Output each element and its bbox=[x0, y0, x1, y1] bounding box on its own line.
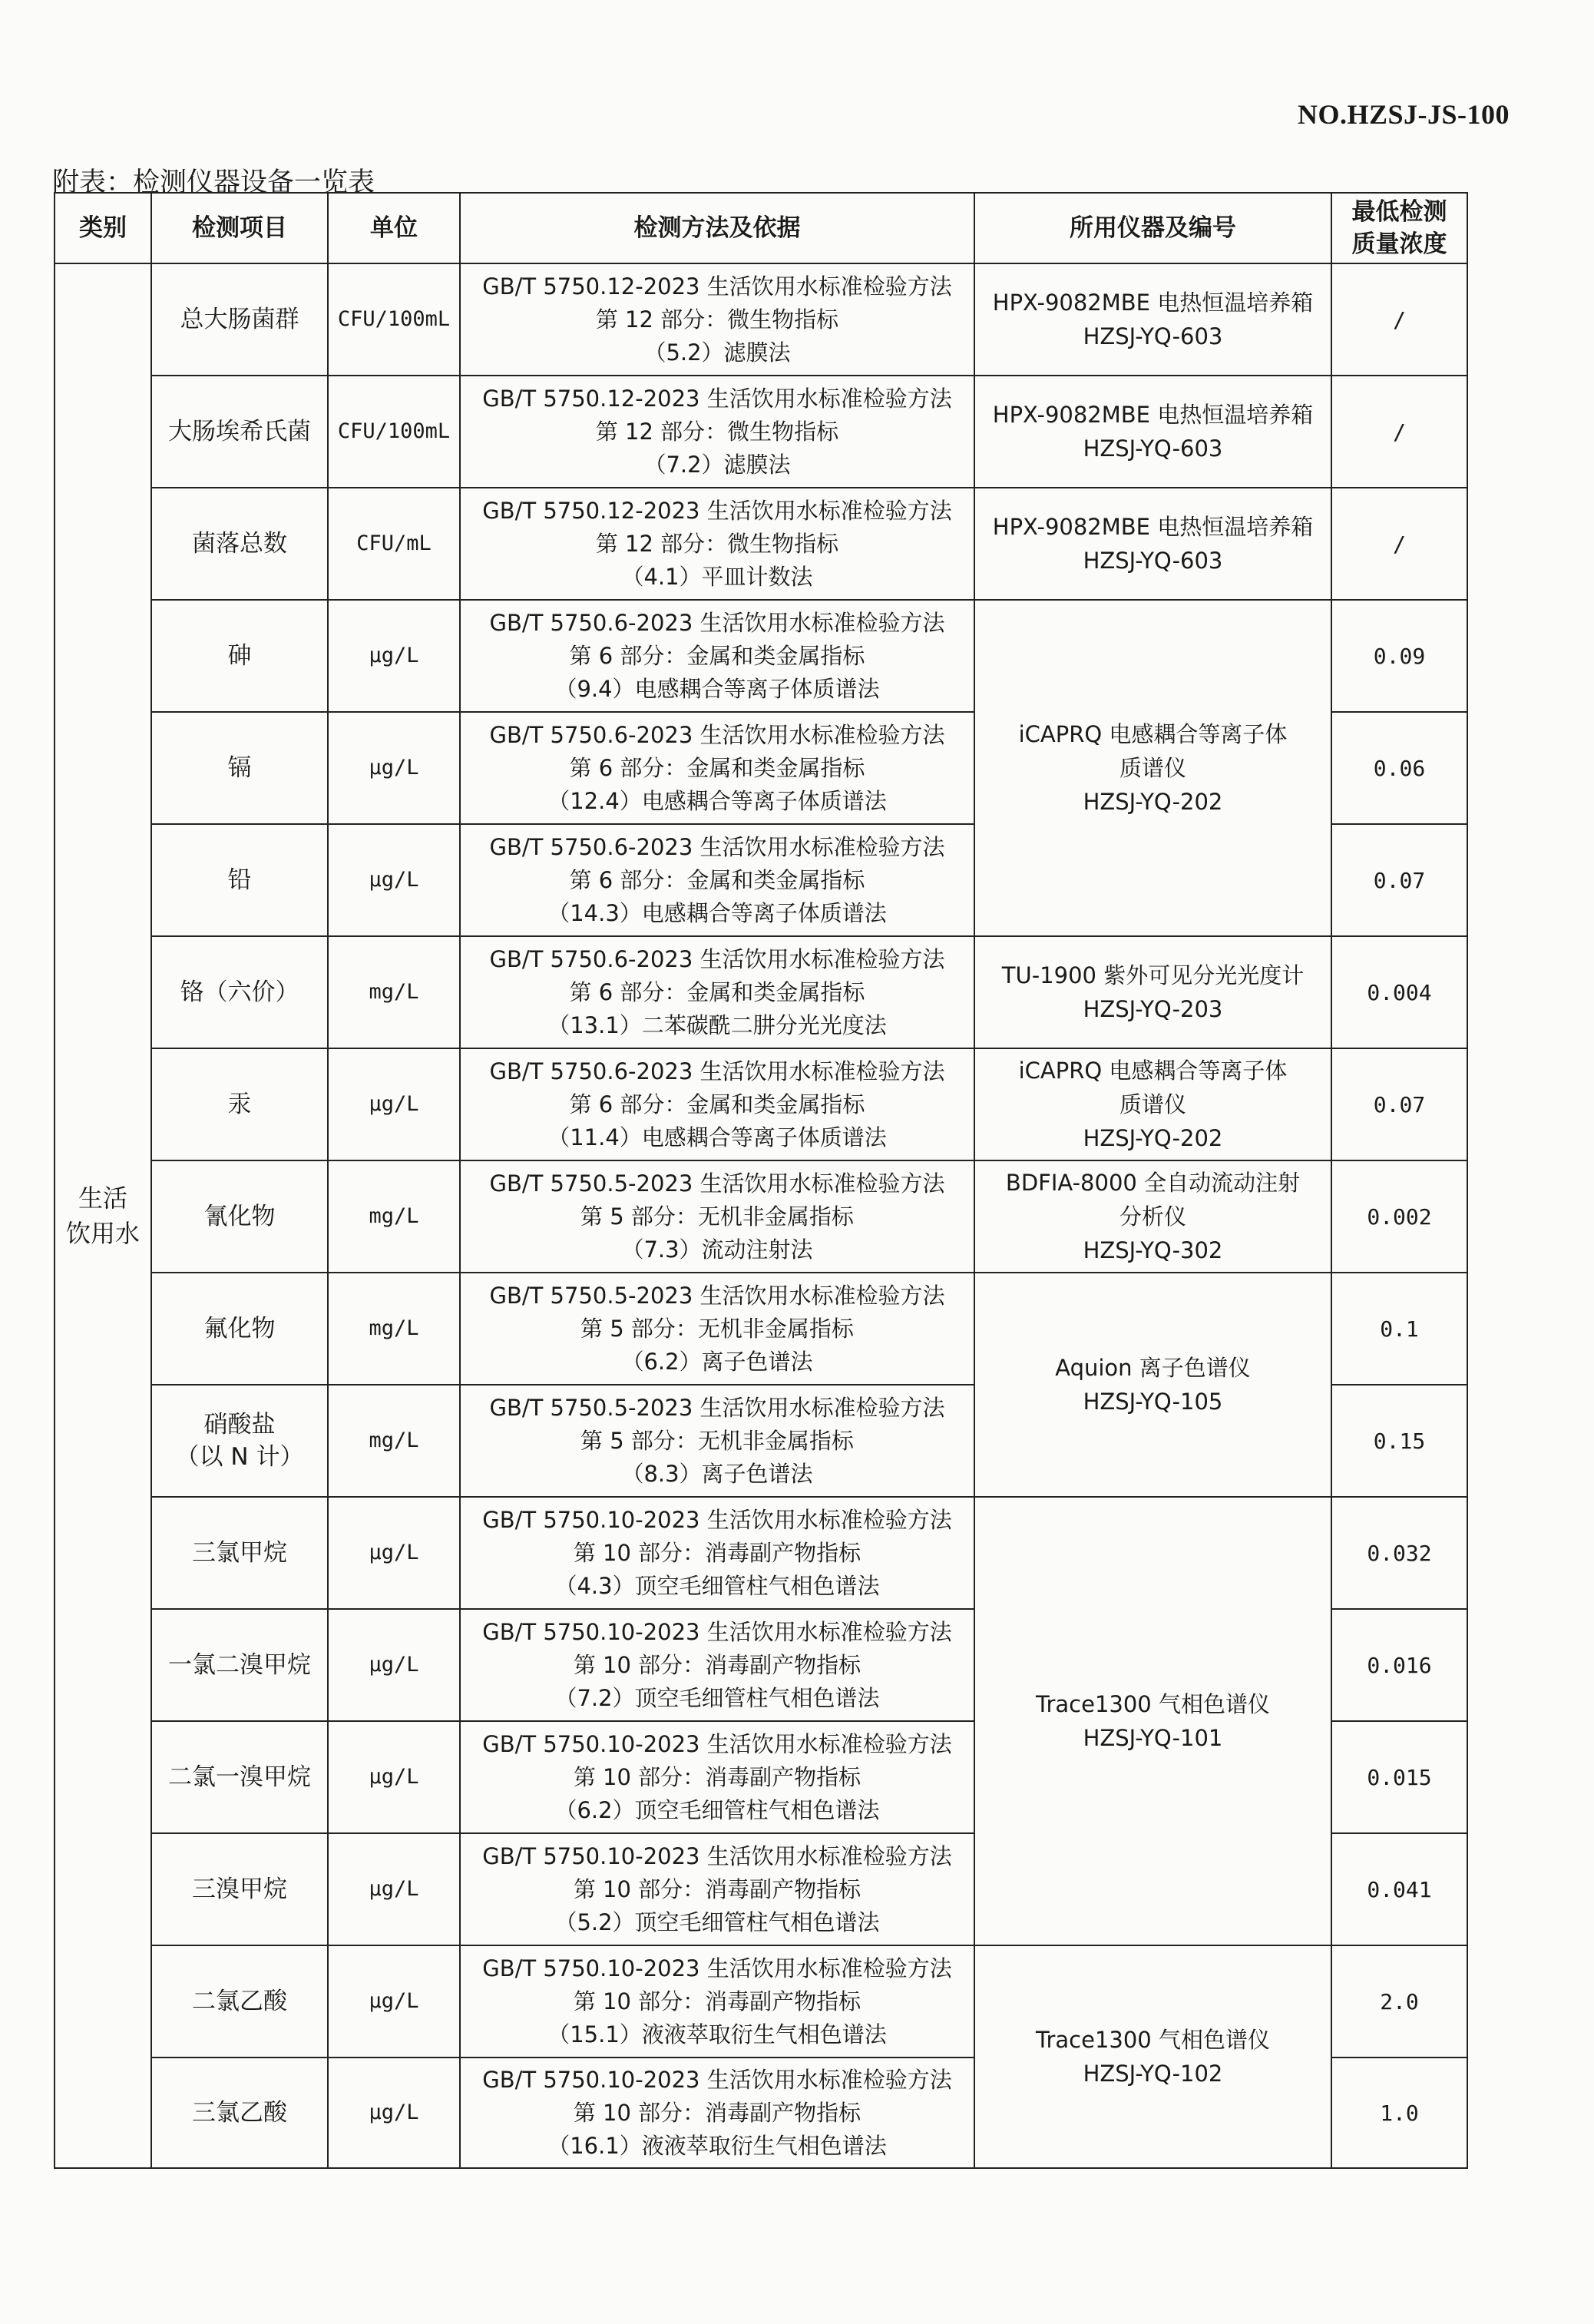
limit-cell: 1.0 bbox=[1331, 2058, 1467, 2168]
header-limit-line1: 最低检测 bbox=[1351, 198, 1447, 226]
method-line: 第 6 部分：金属和类金属指标 bbox=[569, 866, 865, 893]
unit-cell: μg/L bbox=[328, 2058, 460, 2168]
method-line: GB/T 5750.12-2023 生活饮用水标准检验方法 bbox=[482, 273, 952, 300]
method-cell bbox=[460, 1385, 974, 1497]
limit-cell: / bbox=[1331, 488, 1467, 600]
instrument-table bbox=[54, 192, 1468, 2169]
instrument-line: 质谱仪 bbox=[1119, 755, 1186, 781]
instrument-line: TU-1900 紫外可见分光光度计 bbox=[1001, 962, 1305, 988]
table-row bbox=[55, 1497, 1467, 1609]
limit-cell: 0.041 bbox=[1331, 1833, 1467, 1945]
method-line: GB/T 5750.5-2023 生活饮用水标准检验方法 bbox=[489, 1394, 945, 1421]
table-row bbox=[55, 1945, 1467, 2058]
item-cell bbox=[151, 1048, 328, 1160]
limit-cell: / bbox=[1331, 376, 1467, 488]
method-line: （14.3）电感耦合等离子体质谱法 bbox=[547, 899, 887, 926]
method-line: GB/T 5750.10-2023 生活饮用水标准检验方法 bbox=[482, 1730, 952, 1757]
method-line: （7.2）顶空毛细管柱气相色谱法 bbox=[554, 1684, 880, 1711]
limit-cell: 0.004 bbox=[1331, 936, 1467, 1048]
instrument-line: Aquion 离子色谱仪 bbox=[1055, 1355, 1251, 1381]
unit-cell: μg/L bbox=[328, 1945, 460, 2058]
method-line: GB/T 5750.6-2023 生活饮用水标准检验方法 bbox=[489, 721, 945, 748]
method-cell bbox=[460, 263, 974, 376]
instrument-line: HZSJ-YQ-202 bbox=[1083, 789, 1223, 815]
method-line: （7.3）流动注射法 bbox=[621, 1236, 813, 1263]
instrument-cell bbox=[974, 1048, 1331, 1160]
method-line: （6.2）顶空毛细管柱气相色谱法 bbox=[554, 1796, 880, 1823]
category-cell bbox=[55, 263, 151, 2168]
method-line: GB/T 5750.12-2023 生活饮用水标准检验方法 bbox=[482, 497, 952, 524]
instrument-cell bbox=[974, 263, 1331, 376]
unit-cell: μg/L bbox=[328, 824, 460, 936]
method-line: 第 5 部分：无机非金属指标 bbox=[580, 1203, 854, 1230]
method-cell bbox=[460, 1609, 974, 1721]
table-row bbox=[55, 600, 1467, 712]
method-line: 第 10 部分：消毒副产物指标 bbox=[573, 1539, 861, 1566]
unit-cell: μg/L bbox=[328, 1833, 460, 1945]
item-name: 二氯一溴甲烷 bbox=[168, 1763, 311, 1791]
item-name: 氰化物 bbox=[203, 1203, 276, 1230]
item-name: 菌落总数 bbox=[192, 530, 287, 558]
method-line: GB/T 5750.10-2023 生活饮用水标准检验方法 bbox=[482, 1618, 952, 1645]
item-cell bbox=[151, 1273, 328, 1385]
instrument-line: Trace1300 气相色谱仪 bbox=[1036, 1691, 1270, 1717]
method-line: GB/T 5750.5-2023 生活饮用水标准检验方法 bbox=[489, 1170, 945, 1197]
method-cell bbox=[460, 1048, 974, 1160]
unit-cell: μg/L bbox=[328, 600, 460, 712]
item-cell bbox=[151, 936, 328, 1048]
method-line: 第 12 部分：微生物指标 bbox=[595, 306, 839, 333]
method-line: GB/T 5750.6-2023 生活饮用水标准检验方法 bbox=[489, 1058, 945, 1084]
category-line: 饮用水 bbox=[65, 1219, 140, 1248]
item-cell bbox=[151, 488, 328, 600]
item-name: 铅 bbox=[227, 866, 252, 894]
unit-cell: CFU/mL bbox=[328, 488, 460, 600]
header-limit bbox=[1331, 193, 1467, 263]
instrument-cell bbox=[974, 1945, 1331, 2168]
instrument-line: HPX-9082MBE 电热恒温培养箱 bbox=[992, 402, 1314, 428]
item-cell bbox=[151, 1945, 328, 2058]
item-cell bbox=[151, 1497, 328, 1609]
unit-cell: μg/L bbox=[328, 1609, 460, 1721]
method-cell bbox=[460, 600, 974, 712]
instrument-cell bbox=[974, 1160, 1331, 1273]
limit-cell: 0.15 bbox=[1331, 1385, 1467, 1497]
table-row bbox=[55, 1048, 1467, 1160]
instrument-cell bbox=[974, 600, 1331, 936]
item-name: 三氯甲烷 bbox=[192, 1539, 287, 1567]
method-line: 第 6 部分：金属和类金属指标 bbox=[569, 642, 865, 669]
method-line: （4.3）顶空毛细管柱气相色谱法 bbox=[554, 1572, 880, 1599]
instrument-cell bbox=[974, 1497, 1331, 1945]
instrument-line: HZSJ-YQ-603 bbox=[1083, 548, 1223, 574]
item-name: 镉 bbox=[227, 754, 252, 782]
item-cell bbox=[151, 1833, 328, 1945]
instrument-line: iCAPRQ 电感耦合等离子体 bbox=[1018, 1058, 1288, 1084]
item-cell bbox=[151, 824, 328, 936]
instrument-line: HZSJ-YQ-202 bbox=[1083, 1125, 1223, 1151]
method-cell bbox=[460, 1497, 974, 1609]
method-line: （11.4）电感耦合等离子体质谱法 bbox=[547, 1124, 887, 1150]
item-cell bbox=[151, 376, 328, 488]
method-line: GB/T 5750.6-2023 生活饮用水标准检验方法 bbox=[489, 833, 945, 860]
method-cell bbox=[460, 488, 974, 600]
table-row bbox=[55, 376, 1467, 488]
header-instrument: 所用仪器及编号 bbox=[974, 193, 1331, 263]
method-cell bbox=[460, 1160, 974, 1273]
method-cell bbox=[460, 936, 974, 1048]
method-line: 第 10 部分：消毒副产物指标 bbox=[573, 1988, 861, 2014]
item-name: 三氯乙酸 bbox=[192, 2099, 287, 2127]
header-limit-line2: 质量浓度 bbox=[1351, 230, 1447, 258]
method-line: 第 10 部分：消毒副产物指标 bbox=[573, 2099, 861, 2126]
method-line: GB/T 5750.12-2023 生活饮用水标准检验方法 bbox=[482, 385, 952, 412]
header-method: 检测方法及依据 bbox=[460, 193, 974, 263]
item-cell bbox=[151, 600, 328, 712]
instrument-line: BDFIA-8000 全自动流动注射 bbox=[1005, 1170, 1301, 1196]
item-name: （以 N 计） bbox=[175, 1443, 304, 1471]
item-name: 硝酸盐 bbox=[203, 1411, 276, 1438]
item-name: 汞 bbox=[227, 1091, 252, 1118]
unit-cell: mg/L bbox=[328, 936, 460, 1048]
item-cell bbox=[151, 2058, 328, 2168]
method-line: （6.2）离子色谱法 bbox=[621, 1348, 813, 1375]
method-line: （8.3）离子色谱法 bbox=[621, 1460, 813, 1487]
item-cell bbox=[151, 1160, 328, 1273]
instrument-line: 分析仪 bbox=[1119, 1203, 1186, 1230]
instrument-line: iCAPRQ 电感耦合等离子体 bbox=[1018, 721, 1288, 747]
method-line: （5.2）滤膜法 bbox=[643, 339, 791, 366]
method-line: （15.1）液液萃取衍生气相色谱法 bbox=[547, 2021, 887, 2048]
method-cell bbox=[460, 1721, 974, 1833]
method-line: 第 6 部分：金属和类金属指标 bbox=[569, 1091, 865, 1117]
limit-cell: / bbox=[1331, 263, 1467, 376]
unit-cell: mg/L bbox=[328, 1385, 460, 1497]
method-line: 第 5 部分：无机非金属指标 bbox=[580, 1315, 854, 1342]
instrument-cell bbox=[974, 488, 1331, 600]
method-line: GB/T 5750.6-2023 生活饮用水标准检验方法 bbox=[489, 945, 945, 972]
item-cell bbox=[151, 1385, 328, 1497]
instrument-line: HZSJ-YQ-603 bbox=[1083, 323, 1223, 349]
method-cell bbox=[460, 1945, 974, 2058]
limit-cell: 0.002 bbox=[1331, 1160, 1467, 1273]
method-cell bbox=[460, 1833, 974, 1945]
instrument-line: 质谱仪 bbox=[1119, 1091, 1186, 1117]
method-line: （4.1）平皿计数法 bbox=[621, 563, 813, 590]
instrument-line: HZSJ-YQ-101 bbox=[1083, 1725, 1223, 1751]
instrument-line: HZSJ-YQ-603 bbox=[1083, 435, 1223, 462]
table-row bbox=[55, 263, 1467, 376]
unit-cell: μg/L bbox=[328, 1048, 460, 1160]
item-name: 砷 bbox=[227, 642, 252, 670]
unit-cell: mg/L bbox=[328, 1273, 460, 1385]
method-line: 第 10 部分：消毒副产物指标 bbox=[573, 1763, 861, 1790]
instrument-line: HPX-9082MBE 电热恒温培养箱 bbox=[992, 290, 1314, 316]
unit-cell: mg/L bbox=[328, 1160, 460, 1273]
method-line: （12.4）电感耦合等离子体质谱法 bbox=[547, 787, 887, 814]
category-line: 生活 bbox=[78, 1184, 127, 1213]
item-cell bbox=[151, 712, 328, 824]
limit-cell: 0.07 bbox=[1331, 824, 1467, 936]
method-line: （7.2）滤膜法 bbox=[643, 451, 791, 478]
table-row bbox=[55, 1160, 1467, 1273]
method-line: 第 12 部分：微生物指标 bbox=[595, 418, 839, 445]
table-title: 附表：检测仪器设备一览表 bbox=[52, 167, 375, 198]
instrument-line: HPX-9082MBE 电热恒温培养箱 bbox=[992, 514, 1314, 540]
instrument-line: HZSJ-YQ-203 bbox=[1083, 996, 1223, 1022]
limit-cell: 0.016 bbox=[1331, 1609, 1467, 1721]
method-line: 第 10 部分：消毒副产物指标 bbox=[573, 1875, 861, 1902]
method-line: 第 5 部分：无机非金属指标 bbox=[580, 1427, 854, 1454]
header-row bbox=[55, 193, 1467, 263]
method-line: （13.1）二苯碳酰二肼分光光度法 bbox=[547, 1011, 887, 1038]
item-name: 一氯二溴甲烷 bbox=[168, 1651, 311, 1679]
unit-cell: CFU/100mL bbox=[328, 376, 460, 488]
header-category: 类别 bbox=[55, 193, 151, 263]
limit-cell: 0.015 bbox=[1331, 1721, 1467, 1833]
instrument-line: HZSJ-YQ-302 bbox=[1083, 1237, 1223, 1263]
instrument-cell bbox=[974, 376, 1331, 488]
method-line: 第 6 部分：金属和类金属指标 bbox=[569, 754, 865, 781]
method-line: 第 6 部分：金属和类金属指标 bbox=[569, 978, 865, 1005]
method-cell bbox=[460, 2058, 974, 2168]
limit-cell: 0.1 bbox=[1331, 1273, 1467, 1385]
item-name: 大肠埃希氏菌 bbox=[168, 418, 311, 445]
item-name: 铬（六价） bbox=[180, 978, 299, 1006]
limit-cell: 0.06 bbox=[1331, 712, 1467, 824]
method-cell bbox=[460, 824, 974, 936]
method-cell bbox=[460, 376, 974, 488]
item-name: 二氯乙酸 bbox=[192, 1988, 287, 2015]
method-cell bbox=[460, 712, 974, 824]
document-number: NO.HZSJ-JS-100 bbox=[1297, 99, 1510, 130]
method-line: GB/T 5750.10-2023 生活饮用水标准检验方法 bbox=[482, 1842, 952, 1869]
instrument-cell bbox=[974, 1273, 1331, 1497]
unit-cell: CFU/100mL bbox=[328, 263, 460, 376]
instrument-line: HZSJ-YQ-105 bbox=[1083, 1389, 1223, 1415]
item-cell bbox=[151, 1609, 328, 1721]
method-line: GB/T 5750.10-2023 生活饮用水标准检验方法 bbox=[482, 1506, 952, 1533]
limit-cell: 0.07 bbox=[1331, 1048, 1467, 1160]
method-line: 第 12 部分：微生物指标 bbox=[595, 530, 839, 557]
limit-cell: 0.032 bbox=[1331, 1497, 1467, 1609]
unit-cell: μg/L bbox=[328, 712, 460, 824]
unit-cell: μg/L bbox=[328, 1721, 460, 1833]
item-name: 氟化物 bbox=[203, 1315, 276, 1342]
instrument-line: HZSJ-YQ-102 bbox=[1083, 2061, 1223, 2087]
instrument-line: Trace1300 气相色谱仪 bbox=[1036, 2027, 1270, 2053]
method-line: GB/T 5750.6-2023 生活饮用水标准检验方法 bbox=[489, 609, 945, 636]
table-row bbox=[55, 1273, 1467, 1385]
method-line: GB/T 5750.5-2023 生活饮用水标准检验方法 bbox=[489, 1282, 945, 1309]
table-row bbox=[55, 936, 1467, 1048]
method-line: 第 10 部分：消毒副产物指标 bbox=[573, 1651, 861, 1678]
limit-cell: 2.0 bbox=[1331, 1945, 1467, 2058]
header-unit: 单位 bbox=[328, 193, 460, 263]
item-cell bbox=[151, 263, 328, 376]
item-name: 总大肠菌群 bbox=[180, 306, 299, 333]
method-line: GB/T 5750.10-2023 生活饮用水标准检验方法 bbox=[482, 1955, 952, 1981]
table-row bbox=[55, 488, 1467, 600]
table-body bbox=[55, 263, 1467, 2168]
limit-cell: 0.09 bbox=[1331, 600, 1467, 712]
unit-cell: μg/L bbox=[328, 1497, 460, 1609]
method-cell bbox=[460, 1273, 974, 1385]
method-line: GB/T 5750.10-2023 生活饮用水标准检验方法 bbox=[482, 2066, 952, 2093]
header-item: 检测项目 bbox=[151, 193, 328, 263]
method-line: （5.2）顶空毛细管柱气相色谱法 bbox=[554, 1909, 880, 1935]
method-line: （16.1）液液萃取衍生气相色谱法 bbox=[547, 2132, 887, 2159]
item-name: 三溴甲烷 bbox=[192, 1875, 287, 1903]
method-line: （9.4）电感耦合等离子体质谱法 bbox=[554, 675, 880, 702]
instrument-cell bbox=[974, 936, 1331, 1048]
item-cell bbox=[151, 1721, 328, 1833]
